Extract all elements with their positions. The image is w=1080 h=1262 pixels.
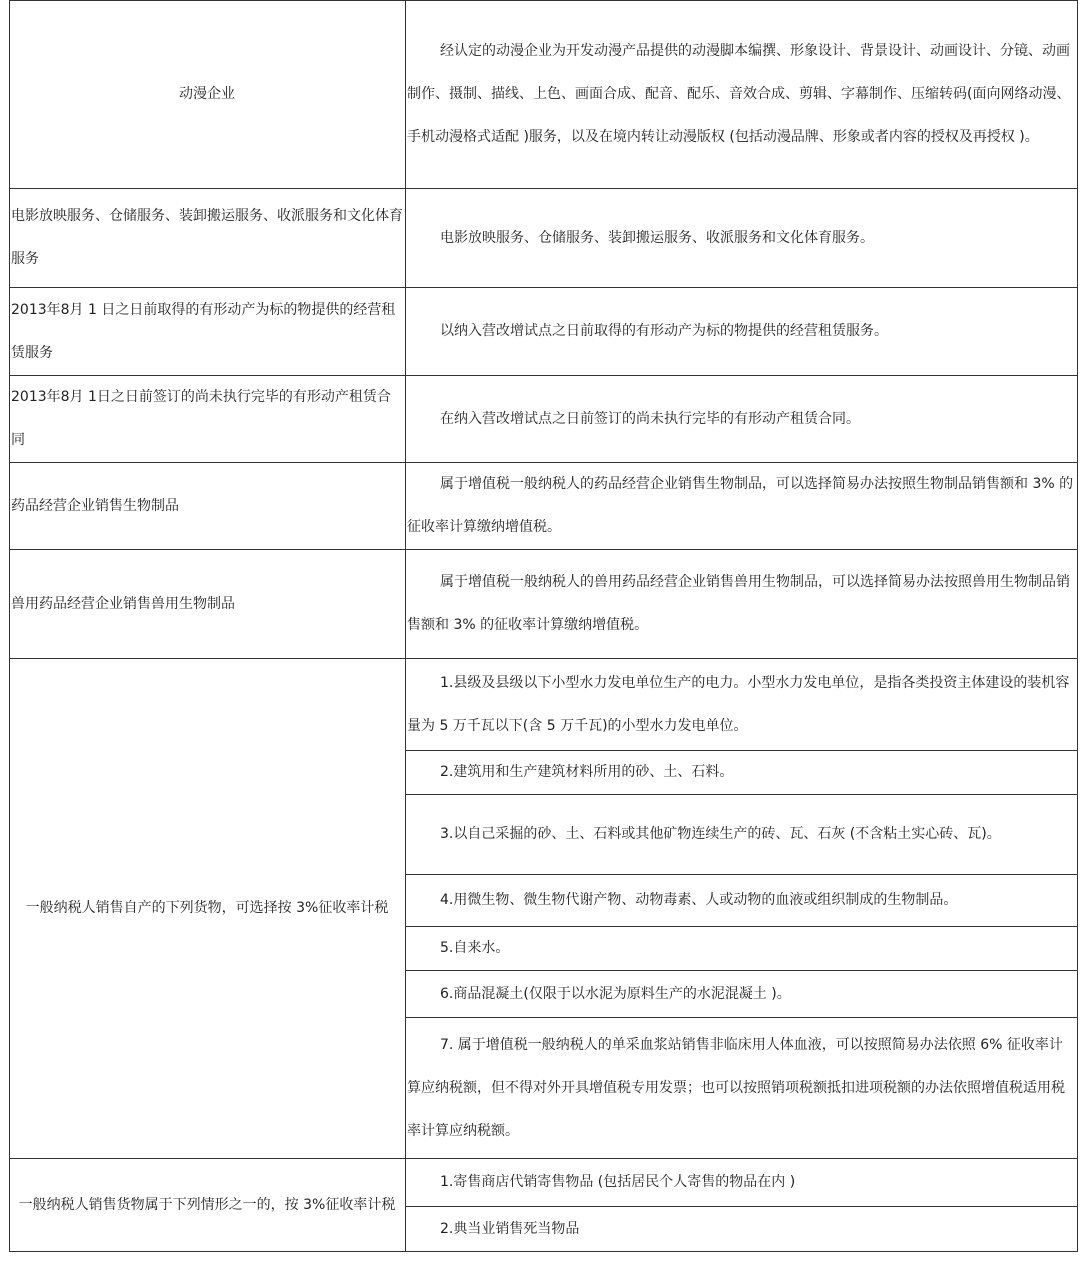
category-cell: 2013年8月 1 日之日前取得的有形动产为标的物提供的经营租赁服务	[10, 288, 406, 376]
description-cell	[406, 875, 1078, 927]
table-row	[10, 288, 1078, 376]
description-text: 2.典当业销售死当物品	[440, 1220, 580, 1237]
description-text: 2.建筑用和生产建筑材料所用的砂、土、石料。	[440, 764, 734, 780]
category-cell: 电影放映服务、仓储服务、装卸搬运服务、收派服务和文化体育服务	[10, 189, 406, 288]
description-text: 5.自来水。	[440, 940, 510, 956]
description-cell	[406, 1207, 1078, 1252]
category-cell: 兽用药品经营企业销售兽用生物制品	[10, 550, 406, 659]
description-text: 1.县级及县级以下小型水力发电单位生产的电力。小型水力发电单位，是指各类投资主体建设的装机容量为 5 万千瓦以下(含 5 万千瓦)的小型水力发电单位。	[407, 674, 1070, 734]
category-cell: 一般纳税人销售自产的下列货物，可选择按 3%征收率计税	[10, 659, 406, 1159]
table-row	[10, 463, 1078, 550]
table-row	[10, 189, 1078, 288]
category-cell: 动漫企业	[10, 1, 406, 189]
description-text: 1.寄售商店代销寄售物品 (包括居民个人寄售的物品在内 )	[440, 1174, 796, 1190]
table-row	[10, 550, 1078, 659]
description-text: 6.商品混凝土(仅限于以水泥为原料生产的水泥混凝土 )。	[440, 985, 791, 1002]
description-cell	[406, 550, 1078, 659]
description-cell	[406, 927, 1078, 971]
description-cell	[406, 376, 1078, 463]
tax-table	[9, 0, 1078, 1252]
category-cell: 药品经营企业销售生物制品	[10, 463, 406, 550]
description-cell	[406, 1159, 1078, 1207]
description-text: 3.以自己采掘的砂、土、石料或其他矿物连续生产的砖、瓦、石灰 (不含粘土实心砖、瓦)。	[440, 826, 1001, 842]
description-text: 在纳入营改增试点之日前签订的尚未执行完毕的有形动产租赁合同。	[440, 410, 860, 427]
description-text: 7. 属于增值税一般纳税人的单采血浆站销售非临床用人体血液，可以按照简易办法依照 6% 征收率计算应纳税额，但不得对外开具增值税专用发票；也可以按照销项税额抵扣进项税额的办法依照增值税适用税率计算应纳税额。	[407, 1036, 1065, 1139]
description-text: 4.用微生物、微生物代谢产物、动物毒素、人或动物的血液或组织制成的生物制品。	[440, 892, 958, 908]
description-text: 属于增值税一般纳税人的药品经营企业销售生物制品，可以选择简易办法按照生物制品销售额和 3% 的征收率计算缴纳增值税。	[407, 476, 1074, 535]
description-cell	[406, 1018, 1078, 1159]
description-cell	[406, 463, 1078, 550]
description-cell	[406, 288, 1078, 376]
description-text: 经认定的动漫企业为开发动漫产品提供的动漫脚本编撰、形象设计、背景设计、动画设计、分镜、动画制作、摄制、描线、上色、画面合成、配音、配乐、音效合成、剪辑、字幕制作、压缩转码(面向网络动漫、手机动漫格式适配 )服务，以及在境内转让动漫版权 (包括动漫品牌、形象或者内容的授权及再授权 )。	[407, 43, 1071, 145]
description-text: 属于增值税一般纳税人的兽用药品经营企业销售兽用生物制品，可以选择简易办法按照兽用生物制品销售额和 3% 的征收率计算缴纳增值税。	[407, 574, 1070, 633]
description-cell	[406, 751, 1078, 795]
description-cell	[406, 971, 1078, 1018]
description-cell	[406, 189, 1078, 288]
table-row	[10, 376, 1078, 463]
table-row	[10, 1159, 1078, 1207]
category-cell: 2013年8月 1日之日前签订的尚未执行完毕的有形动产租赁合同	[10, 376, 406, 463]
description-cell	[406, 1, 1078, 189]
description-text: 以纳入营改增试点之日前取得的有形动产为标的物提供的经营租赁服务。	[440, 323, 888, 339]
table-row	[10, 1, 1078, 189]
description-cell	[406, 795, 1078, 875]
category-cell: 一般纳税人销售货物属于下列情形之一的，按 3%征收率计税	[10, 1159, 406, 1252]
table-row	[10, 659, 1078, 751]
description-cell	[406, 659, 1078, 751]
description-text: 电影放映服务、仓储服务、装卸搬运服务、收派服务和文化体育服务。	[440, 229, 874, 246]
